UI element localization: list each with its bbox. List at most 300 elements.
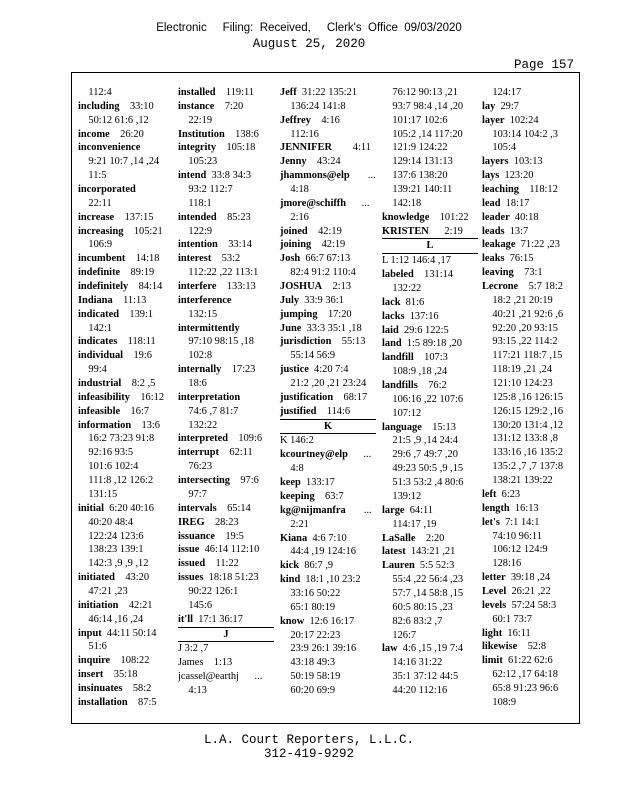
index-refs: 53:2 (211, 253, 241, 265)
index-entry (178, 280, 274, 294)
index-entry (78, 613, 174, 627)
index-entry (280, 587, 376, 601)
index-refs: 143:21 ,21 (405, 546, 456, 558)
index-entry (382, 183, 478, 197)
index-column-4 (382, 86, 478, 698)
index-refs: 58:2 (122, 682, 152, 694)
index-entry (482, 530, 578, 544)
index-entry (482, 571, 578, 585)
index-term: intention (178, 239, 218, 251)
index-term: left (482, 488, 497, 500)
index-refs: 33:8 34:3 (206, 170, 252, 182)
index-refs: 82:4 91:2 110:4 (280, 267, 356, 279)
index-refs: 131:15 (78, 488, 118, 500)
index-refs: 117:21 118:7 ,15 (482, 350, 563, 362)
index-entry (178, 530, 274, 544)
index-refs: 111:8 ,12 126:2 (78, 475, 154, 487)
index-entry (280, 155, 376, 169)
index-entry (178, 252, 274, 266)
index-entry (382, 254, 478, 268)
index-entry (178, 197, 274, 211)
index-entry (280, 294, 376, 308)
index-refs: 29:7 (495, 100, 519, 112)
index-entry (382, 573, 478, 587)
date-header: August 25, 2020 (252, 37, 366, 51)
index-refs: 139:12 (382, 490, 422, 502)
index-term: inquire (78, 655, 111, 667)
index-entry (482, 640, 578, 654)
index-entry (482, 266, 578, 280)
index-refs: 4:16 (310, 114, 340, 126)
index-refs: 20:17 22:23 (280, 629, 341, 641)
index-term: kind (280, 574, 301, 586)
index-refs: 23:9 26:1 39:16 (280, 643, 357, 655)
index-refs: 21:2 ,20 ,21 23:24 (280, 378, 367, 390)
index-term: intended (178, 211, 217, 223)
index-entry (280, 308, 376, 322)
index-entry (178, 516, 274, 530)
index-term: justification (280, 391, 334, 403)
index-term: leakage (482, 239, 516, 251)
reporter-name: L.A. Court Reporters, L.L.C. (203, 733, 415, 747)
index-entry (482, 128, 578, 142)
index-entry (78, 543, 174, 557)
index-column-2 (178, 86, 274, 698)
index-entry (382, 504, 478, 518)
index-term: interrupt (178, 447, 219, 459)
index-refs: 129:14 131:13 (382, 156, 453, 168)
index-entry (382, 310, 478, 324)
index-refs: 119:11 (215, 87, 255, 98)
index-refs: 133:16 ,16 135:2 (482, 447, 564, 459)
index-entry (78, 682, 174, 696)
index-refs: 6:20 40:16 (103, 502, 154, 514)
index-refs: 16:12 (129, 391, 165, 403)
index-entry (280, 280, 376, 294)
index-entry (178, 211, 274, 225)
index-refs: 82:6 83:2 ,7 (382, 615, 443, 627)
index-refs: 101:22 (429, 211, 469, 223)
index-refs: 12:6 16:17 (304, 615, 355, 627)
index-entry (178, 557, 274, 571)
index-refs: 101:6 102:4 (78, 461, 139, 473)
index-refs: 137:15 (114, 211, 154, 223)
index-term: jhammons@elp (280, 170, 350, 182)
index-entry (78, 197, 174, 211)
index-refs: 18:17 (500, 197, 530, 209)
index-entry (78, 225, 174, 239)
index-refs: 92:16 93:5 (78, 447, 134, 459)
section-letter: K (280, 419, 376, 435)
index-refs: 118:12 (518, 184, 558, 196)
index-term: indefinitely (78, 281, 129, 293)
index-term: Institution (178, 128, 225, 140)
index-entry (482, 460, 578, 474)
index-refs: 89:19 (120, 267, 155, 279)
index-refs: 44:4 ,19 124:16 (280, 546, 356, 558)
index-refs: 60:1 73:7 (482, 613, 532, 625)
index-entry (78, 280, 174, 294)
index-refs: 61:22 62:6 (502, 655, 553, 667)
index-term: installed (178, 87, 216, 98)
index-refs: 139:21 140:11 (382, 184, 453, 196)
index-refs: 126:7 (382, 629, 417, 641)
index-entry (178, 642, 274, 656)
index-entry (482, 86, 578, 100)
index-entry (78, 294, 174, 308)
index-refs: 46:14 112:10 (199, 544, 260, 556)
index-refs: 63:7 (314, 490, 344, 502)
index-entry (482, 668, 578, 682)
index-refs: 76:23 (178, 461, 213, 473)
index-entry (78, 238, 174, 252)
index-entry (382, 114, 478, 128)
index-refs: 106:12 124:9 (482, 544, 548, 556)
index-entry (280, 238, 376, 252)
index-refs: 133:17 (300, 477, 335, 489)
index-refs: 99:4 (78, 364, 107, 376)
index-refs: 5:5 52:3 (414, 560, 455, 572)
index-entry (382, 601, 478, 615)
index-term: issuance (178, 530, 215, 542)
index-refs: 26:20 (109, 128, 144, 140)
index-refs: 71:22 ,23 (515, 239, 560, 251)
index-entry (382, 532, 478, 546)
index-entry (178, 543, 274, 557)
index-entry (280, 114, 376, 128)
index-term: likewise (482, 641, 518, 653)
index-entry (178, 155, 274, 169)
index-refs: 33:14 (217, 239, 252, 251)
index-refs: 135:2 ,7 ,7 137:8 (482, 461, 564, 473)
index-entry (280, 391, 376, 405)
index-term: leaks (482, 253, 505, 265)
index-entry (78, 211, 174, 225)
index-refs: 121:10 124:23 (482, 378, 553, 390)
index-entry (78, 696, 174, 710)
index-refs: 5:7 18:2 (518, 281, 563, 293)
index-entry (280, 183, 376, 197)
index-entry (382, 169, 478, 183)
index-refs: 28:23 (204, 516, 239, 528)
index-entry (382, 379, 478, 393)
index-refs: 17:1 36:17 (193, 613, 243, 625)
index-term: levels (482, 599, 507, 611)
index-refs: 112:4 (78, 87, 112, 98)
index-entry (382, 296, 478, 310)
index-term: July (280, 294, 300, 306)
index-refs: 102:24 (504, 114, 539, 126)
index-refs: 42:19 (311, 239, 346, 251)
index-entry (482, 543, 578, 557)
index-entry (482, 377, 578, 391)
index-entry (280, 363, 376, 377)
index-term: intervals (178, 502, 217, 514)
index-refs: ... (345, 504, 372, 516)
index-refs: 107:12 (382, 407, 422, 419)
index-entry (78, 141, 174, 155)
index-refs: 40:21 ,21 92:6 ,6 (482, 308, 564, 320)
index-entry (178, 432, 274, 446)
index-entry (78, 530, 174, 544)
index-refs: 6:23 (496, 488, 521, 500)
index-term: incumbent (78, 253, 126, 265)
index-entry (178, 670, 274, 684)
index-entry (382, 684, 478, 698)
index-term: length (482, 502, 510, 514)
index-refs: 52:8 (517, 641, 547, 653)
index-refs: 21:5 ,9 ,14 24:4 (382, 435, 458, 447)
index-entry (382, 490, 478, 504)
index-entry (78, 128, 174, 142)
index-entry (382, 587, 478, 601)
index-term: kick (280, 560, 300, 572)
index-entry (382, 351, 478, 365)
index-refs: 68:17 (333, 391, 368, 403)
index-entry (78, 502, 174, 516)
index-refs: 60:20 69:9 (280, 684, 336, 696)
index-refs: 16:7 (120, 405, 150, 417)
index-entry (482, 488, 578, 502)
index-refs: 17:20 (317, 308, 352, 320)
index-term: issue (178, 544, 200, 556)
index-refs: 106:9 (78, 239, 113, 251)
index-term: intend (178, 170, 207, 182)
index-term: language (382, 421, 422, 433)
index-refs: 93:2 112:7 (178, 184, 233, 196)
index-term: including (78, 100, 120, 112)
index-entry (482, 280, 578, 294)
index-refs: 33:16 50:22 (280, 587, 341, 599)
index-refs: 19:5 (214, 530, 244, 542)
index-term: lays (482, 170, 500, 182)
index-entry (382, 128, 478, 142)
index-refs: 65:14 (216, 502, 251, 514)
index-refs: 55:13 (331, 336, 366, 348)
index-term: layer (482, 114, 505, 126)
index-term: income (78, 128, 110, 140)
index-entry (280, 141, 376, 155)
index-refs: 11:22 (205, 558, 239, 570)
index-refs: 18:1 ,10 23:2 (300, 574, 361, 586)
index-refs: 43:24 (306, 156, 341, 168)
index-refs: 4:13 (178, 684, 207, 696)
index-entry (78, 322, 174, 336)
index-refs: 46:14 ,16 ,24 (78, 613, 144, 625)
index-entry (382, 670, 478, 684)
index-refs: 76:15 (504, 253, 534, 265)
index-term: initial (78, 502, 104, 514)
index-entry (178, 335, 274, 349)
index-refs: ... (346, 197, 370, 209)
index-entry (482, 599, 578, 613)
index-refs: 64:11 (404, 504, 433, 516)
index-entry (382, 211, 478, 225)
index-entry (482, 363, 578, 377)
index-refs: 16:11 (502, 627, 531, 639)
index-refs: 112:22 ,22 113:1 (178, 267, 259, 279)
index-entry (382, 155, 478, 169)
index-entry (482, 114, 578, 128)
index-entry (382, 268, 478, 282)
index-term: LaSalle (382, 532, 416, 544)
index-entry (178, 238, 274, 252)
index-refs: 108:9 ,18 ,24 (382, 366, 448, 378)
index-refs: 2:20 (415, 532, 445, 544)
index-refs: 97:7 (178, 488, 207, 500)
index-refs: 136:24 141:8 (280, 100, 346, 112)
index-entry (382, 324, 478, 338)
index-refs: 114:6 (316, 405, 351, 417)
index-entry (178, 128, 274, 142)
index-term: law (382, 643, 398, 655)
index-refs: 42:21 (118, 599, 153, 611)
index-column-1 (78, 86, 174, 710)
index-refs: 7:1 14:1 (499, 516, 540, 528)
index-entry (280, 100, 376, 114)
index-refs: 105:21 (123, 225, 163, 237)
index-entry (382, 656, 478, 670)
index-refs: 106:16 ,22 107:6 (382, 393, 464, 405)
index-term: light (482, 627, 503, 639)
index-entry (78, 474, 174, 488)
index-refs: 43:18 49:3 (280, 657, 336, 669)
index-entry (178, 419, 274, 433)
index-refs: 2:13 (322, 281, 352, 293)
index-term: KRISTEN (382, 225, 429, 237)
index-term: layers (482, 156, 509, 168)
index-refs: 11:5 (78, 170, 107, 182)
index-refs: 2:21 (280, 518, 309, 530)
index-entry (78, 405, 174, 419)
index-refs: 62:12 ,17 64:18 (482, 669, 558, 681)
index-term: integrity (178, 142, 217, 154)
index-term: issues (178, 572, 204, 584)
index-refs: 107:3 (413, 352, 448, 364)
index-entry (78, 668, 174, 682)
index-entry (178, 502, 274, 516)
index-refs: 142:1 (78, 322, 113, 334)
index-refs: 2:19 (428, 225, 463, 237)
index-entry (382, 141, 478, 155)
index-term: kcourtney@elp (280, 449, 348, 461)
index-term: interpreted (178, 433, 229, 445)
index-refs: 125:8 ,16 126:15 (482, 391, 564, 403)
index-refs: 8:2 ,5 (121, 378, 156, 390)
index-refs: 66:7 67:13 (300, 253, 351, 265)
index-entry (482, 627, 578, 641)
index-refs: 31:22 135:21 (296, 87, 358, 98)
index-entry (78, 266, 174, 280)
index-term: installation (78, 696, 128, 708)
index-entry (482, 211, 578, 225)
index-entry (382, 559, 478, 573)
index-entry (280, 573, 376, 587)
index-entry (382, 197, 478, 211)
index-refs: 18:6 (178, 378, 207, 390)
index-entry (482, 613, 578, 627)
index-term: leader (482, 211, 510, 223)
index-refs: 2:16 (280, 211, 309, 223)
index-term: jurisdiction (280, 336, 332, 348)
index-refs: 73:1 (513, 267, 543, 279)
index-refs: 145:6 (178, 599, 213, 611)
index-entry (78, 654, 174, 668)
index-term: Level (482, 585, 507, 597)
index-refs: 138:23 139:1 (78, 544, 144, 556)
index-refs: 40:20 48:4 (78, 516, 134, 528)
reporter-phone: 312-419-9292 (263, 747, 354, 761)
index-term: interference (178, 294, 232, 306)
index-entry (482, 432, 578, 446)
index-entry (178, 377, 274, 391)
index-refs: 57:7 ,14 58:8 ,15 (382, 587, 464, 599)
index-term: indicated (78, 308, 119, 320)
index-refs: 9:21 10:7 ,14 ,24 (78, 156, 160, 168)
index-refs: 19:6 (123, 350, 152, 362)
index-refs: 138:21 139:22 (482, 475, 553, 487)
index-entry (178, 141, 274, 155)
index-refs: 26:21 ,22 (506, 585, 551, 597)
index-term: inconvenience (78, 142, 141, 154)
index-term: instance (178, 100, 215, 112)
index-term: joining (280, 239, 312, 251)
index-entry (78, 86, 174, 100)
index-term: interest (178, 253, 212, 265)
index-refs: 29:6 122:5 (398, 324, 449, 336)
index-entry (78, 516, 174, 530)
index-entry (482, 294, 578, 308)
index-term: Lecrone (482, 281, 519, 293)
index-term: IREG (178, 516, 205, 528)
index-term: interfere (178, 281, 217, 293)
index-entry (382, 615, 478, 629)
index-entry (280, 476, 376, 490)
index-term: laid (382, 324, 399, 336)
index-refs: 131:14 (413, 269, 454, 281)
index-refs: 97:10 98:15 ,18 (178, 336, 254, 348)
index-entry (382, 225, 478, 239)
index-refs: 108:22 (110, 655, 150, 667)
index-term: leaving (482, 267, 514, 279)
index-refs: 16:2 73:23 91:8 (78, 433, 155, 445)
index-entry (78, 377, 174, 391)
index-entry (78, 557, 174, 571)
index-term: information (78, 419, 132, 431)
index-entry (280, 670, 376, 684)
index-refs: 33:3 35:1 ,18 (301, 322, 362, 334)
index-term: Jenny (280, 156, 307, 168)
index-term: June (280, 322, 302, 334)
index-entry (178, 405, 274, 419)
index-entry (178, 225, 274, 239)
index-refs: 4:6 ,15 ,19 7:4 (397, 643, 464, 655)
index-term: Lauren (382, 560, 415, 572)
index-entry (78, 391, 174, 405)
index-entry (78, 488, 174, 502)
index-refs: 81:6 (400, 296, 425, 308)
index-entry (280, 532, 376, 546)
index-refs: 44:20 112:16 (382, 684, 448, 696)
index-entry (482, 474, 578, 488)
index-entry (482, 557, 578, 571)
index-term: internally (178, 364, 222, 376)
index-entry (78, 114, 174, 128)
index-entry (178, 100, 274, 114)
index-entry (178, 391, 274, 405)
index-entry (78, 599, 174, 613)
index-refs: 43:20 (114, 572, 150, 584)
